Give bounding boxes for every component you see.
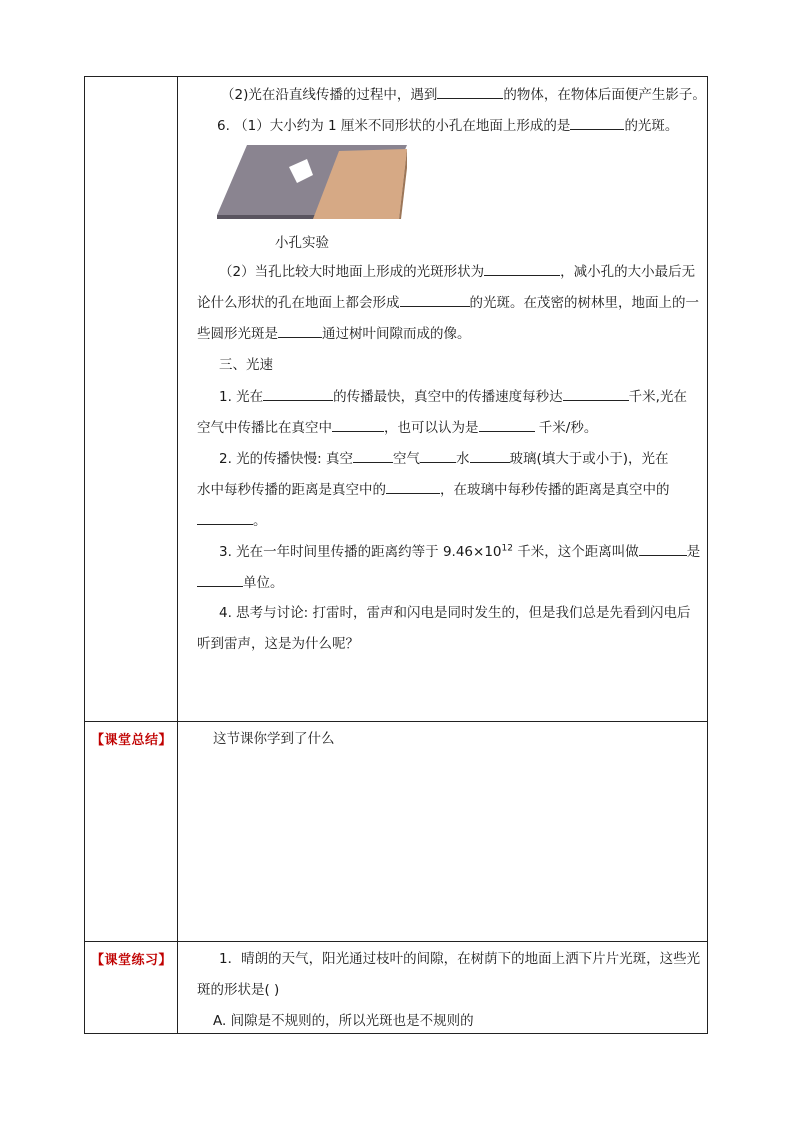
summary-label: 【课堂总结】 [91,733,173,748]
question-6-1: 6. （1）大小约为 1 厘米不同形状的小孔在地面上形成的是 的光斑。 [217,115,678,136]
practice-q1-line2: 斑的形状是( ) [197,982,280,998]
blank[interactable] [479,417,535,432]
speed-q1-line2: 空气中传播比在真空中 ，也可以认为是 千米/秒。 [197,417,597,438]
blank[interactable] [639,541,687,556]
practice-label: 【课堂练习】 [91,953,173,968]
blank[interactable] [470,448,510,463]
blank[interactable] [353,448,393,463]
row-divider [85,941,707,942]
blank[interactable] [484,261,560,276]
column-divider [177,77,178,1033]
speed-q2-line3: 。 [197,510,267,531]
blank[interactable] [197,510,253,525]
practice-q1-line1: 1．晴朗的天气，阳光通过枝叶的间隙，在树荫下的地面上洒下片片光斑，这些光 [219,951,701,967]
figure-caption: 小孔实验 [275,235,329,251]
summary-prompt: 这节课你学到了什么 [213,731,335,747]
speed-q4-line2: 听到雷声，这是为什么呢？ [197,636,359,652]
speed-q1-line1: 1. 光在 的传播最快，真空中的传播速度每秒达 千米,光在 [219,386,687,407]
speed-q3-line2: 单位。 [197,572,284,593]
blank[interactable] [400,292,470,307]
blank[interactable] [570,115,624,130]
blank[interactable] [263,386,333,401]
blank[interactable] [278,323,322,338]
blank[interactable] [420,448,456,463]
speed-q2-line1: 2. 光的传播快慢: 真空 空气 水 玻璃(填大于或小于)，光在 [219,448,669,469]
blank[interactable] [563,386,629,401]
blank[interactable] [332,417,384,432]
pinhole-experiment-figure [217,141,407,219]
speed-q3-line1: 3. 光在一年时间里传播的距离约等于 $9.46\times 10^{12}$ 千米，这个距离叫做 是 [219,541,700,562]
practice-option-a[interactable]: A. 间隙是不规则的，所以光斑也是不规则的 [213,1013,474,1029]
section-heading: 三、光速 [219,357,273,373]
blank[interactable] [437,84,503,99]
question-6-2-line2: 论什么形状的孔在地面上都会形成 的光斑。在茂密的树林里，地面上的一 [197,292,699,313]
question-6-2-line1: （2）当孔比较大时地面上形成的光斑形状为 ，减小孔的大小最后无 [219,261,695,282]
lesson-table [84,76,708,1034]
row-divider [85,721,707,722]
blank[interactable] [386,479,440,494]
speed-q2-line2: 水中每秒传播的距离是真空中的 ，在玻璃中每秒传播的距离是真空中的 [197,479,670,500]
question-6-2-line3: 些圆形光斑是 通过树叶间隙而成的像。 [197,323,471,344]
speed-q4-line1: 4. 思考与讨论: 打雷时，雷声和闪电是同时发生的，但是我们总是先看到闪电后 [219,605,691,621]
shadow-statement: （2)光在沿直线传播的过程中，遇到 的物体，在物体后面便产生影子。 [221,84,706,105]
blank[interactable] [197,572,243,587]
